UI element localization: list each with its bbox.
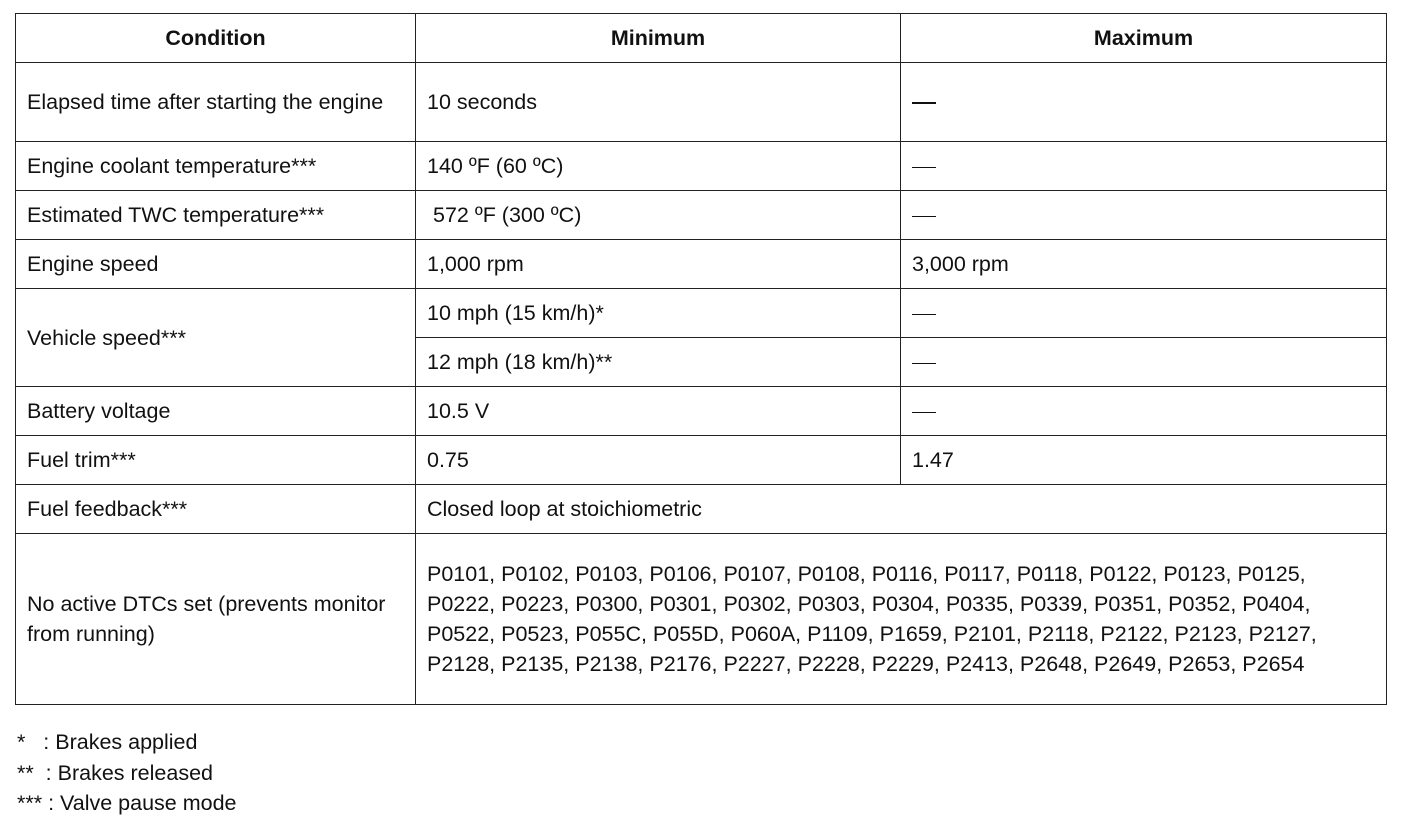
minimum-cell: 0.75 (416, 436, 901, 485)
minimum-cell: 140 ºF (60 ºC) (416, 142, 901, 191)
table-row (16, 534, 1387, 705)
footnote: ** : Brakes released (17, 760, 213, 785)
minimum-cell (416, 191, 901, 240)
maximum-cell: 3,000 rpm (901, 240, 1387, 289)
footnote: *** : Valve pause mode (17, 791, 237, 815)
footnote: * : Brakes applied (17, 730, 198, 754)
condition-cell: Estimated TWC temperature*** (16, 191, 416, 240)
minimum-cell: 1,000 rpm (416, 240, 901, 289)
table-row (16, 485, 1387, 534)
minimum-cell: 12 mph (18 km/h)** (416, 338, 901, 387)
condition-cell: No active DTCs set (prevents monitor from running) (16, 534, 416, 705)
em-dash (912, 102, 936, 104)
condition-cell: Engine coolant temperature*** (16, 142, 416, 191)
minimum-value: 572 ºF (300 ºC) (433, 203, 582, 227)
minimum-cell: 10 seconds (416, 63, 901, 142)
maximum-cell (901, 142, 1387, 191)
em-dash (912, 363, 936, 364)
maximum-cell (901, 387, 1387, 436)
table-row (16, 191, 1387, 240)
condition-cell: Battery voltage (16, 387, 416, 436)
condition-cell: Vehicle speed*** (16, 289, 416, 387)
table-row (16, 142, 1387, 191)
header-minimum: Minimum (416, 14, 901, 63)
table-row (16, 436, 1387, 485)
header-row (16, 14, 1387, 63)
maximum-cell (901, 191, 1387, 240)
maximum-cell: 1.47 (901, 436, 1387, 485)
dtc-list-cell: P0101, P0102, P0103, P0106, P0107, P0108, P0116, P0117, P0118, P0122, P0123, P0125, P0222, P0223, P0300, P0301, P0302, P0303, P0304, P0335, P0339, P0351, P0352, P0404, P0522, P0523, P055C, P055D, P060A, P1109, P1659, P2101, P2118, P2122, P2123, P2127, P2128, P2135, P2138, P2176, P2227, P2228, P2229, P2413, P2648, P2649, P2653, P2654 (416, 534, 1387, 705)
header-condition: Condition (16, 14, 416, 63)
minimum-cell: 10 mph (15 km/h)* (416, 289, 901, 338)
value-cell: Closed loop at stoichiometric (416, 485, 1387, 534)
em-dash (912, 412, 936, 413)
table-row (16, 289, 1387, 338)
condition-cell: Fuel feedback*** (16, 485, 416, 534)
minimum-cell: 10.5 V (416, 387, 901, 436)
condition-cell: Elapsed time after starting the engine (16, 63, 416, 142)
conditions-table (15, 13, 1387, 705)
em-dash (912, 216, 936, 217)
table-row (16, 240, 1387, 289)
table-row (16, 63, 1387, 142)
maximum-cell (901, 338, 1387, 387)
condition-cell: Fuel trim*** (16, 436, 416, 485)
maximum-cell (901, 63, 1387, 142)
maximum-cell (901, 289, 1387, 338)
table-row (16, 387, 1387, 436)
condition-cell: Engine speed (16, 240, 416, 289)
em-dash (912, 167, 936, 168)
header-maximum: Maximum (901, 14, 1387, 63)
em-dash (912, 314, 936, 315)
footnotes (17, 727, 237, 819)
